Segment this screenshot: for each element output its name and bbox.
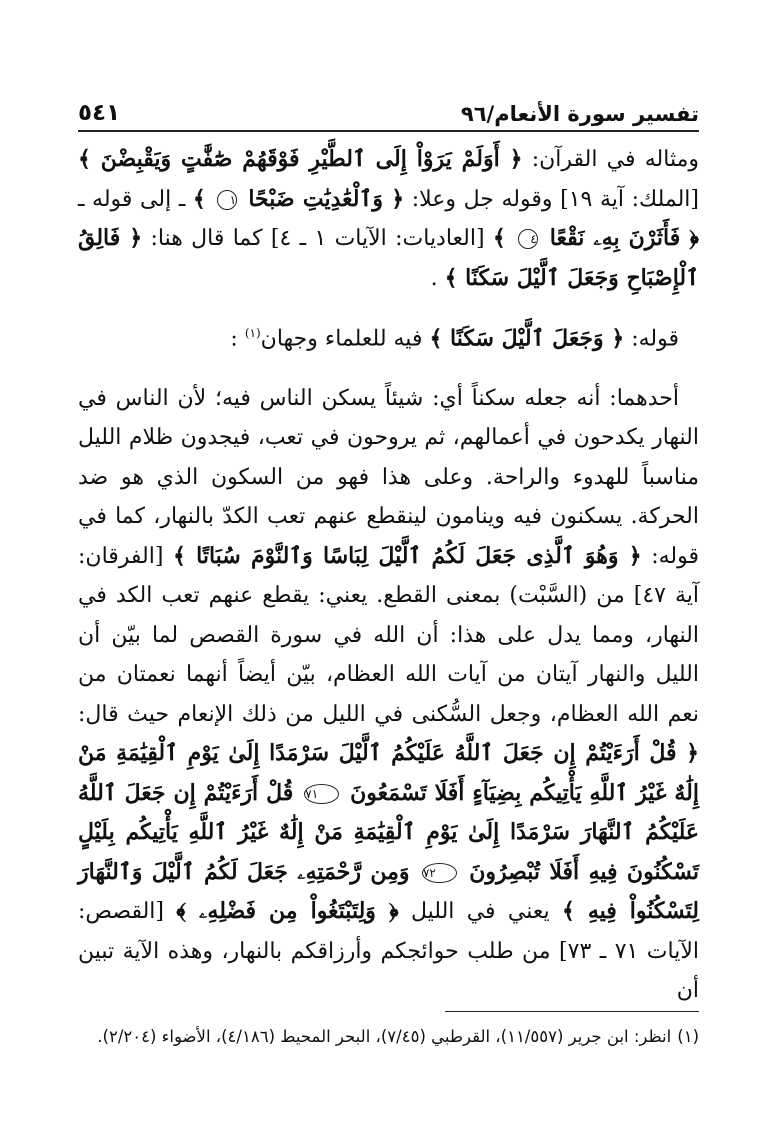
body-text: [العاديات: الآيات ١ ـ ٤] كما قال هنا: xyxy=(142,226,493,251)
quran-verse: ﴿ قُلْ أَرَءَيْتُمْ إِن جَعَلَ ٱللَّهُ عَلَيْكُمُ ٱلَّيْلَ سَرْمَدًا إِلَىٰ يَوْمِ ٱلْقِيَٰمَةِ مَنْ إِلَٰهٌ غَيْرُ ٱللَّهِ يَأْتِيكُم بِضِيَآءٍ أَفَلَا تَسْمَعُونَ xyxy=(78,740,699,806)
body-text: قوله: xyxy=(624,326,679,352)
body-text: [القصص: الآيات ٧١ ـ ٧٣] من طلب حوائجكم وأرزاقكم بالنهار، وهذه الآية تبين أن xyxy=(78,899,699,1004)
ayah-number-marker: ١ xyxy=(217,190,237,210)
page-body xyxy=(78,140,699,1011)
quran-verse: ﴿ وَجَعَلَ ٱلَّيْلَ سَكَنًا ﴾ xyxy=(429,325,625,352)
page-number: ٥٤١ xyxy=(78,100,121,126)
quran-verse: ﴾ xyxy=(192,185,215,212)
paragraph-gap xyxy=(78,359,699,379)
running-header xyxy=(78,92,699,126)
header-rule xyxy=(78,130,699,132)
body-text: فيه للعلماء وجهان xyxy=(260,326,430,352)
paragraph-first-view xyxy=(78,379,699,1011)
body-text: ـ إلى قوله ـ xyxy=(78,186,193,212)
body-text: يعني في الليل xyxy=(398,899,562,925)
header-title: تفسير سورة الأنعام/٩٦ xyxy=(460,102,699,126)
quran-verse: ﴿ وَهُوَ ٱلَّذِى جَعَلَ لَكُمُ ٱلَّيْلَ لِبَاسًا وَٱلنَّوْمَ سُبَاتًا ﴾ xyxy=(173,542,642,569)
footnote xyxy=(78,1022,699,1052)
footnote-reference: (١) xyxy=(244,326,261,340)
quran-verse: ﴿ فَأَثَرْنَ بِهِۦ نَقْعًا xyxy=(540,225,699,251)
footnote-number: (١) xyxy=(677,1027,699,1046)
footnote-rule xyxy=(445,1011,699,1012)
quran-verse: ﴿ فَالِقُ ٱلْإِصْبَاحِ وَجَعَلَ ٱلَّيْلَ سَكَنًا ﴾ xyxy=(78,225,699,291)
quran-verse: وَمِن رَّحْمَتِهِۦ جَعَلَ لَكُمُ ٱلَّيْلَ وَٱلنَّهَارَ لِتَسْكُنُواْ فِيهِ ﴾ xyxy=(78,858,699,925)
body-text: ومثاله في القرآن: xyxy=(522,147,699,172)
quran-verse: ﴿ أَوَلَمْ يَرَوْاْ إِلَى ٱلطَّيْرِ فَوْقَهُمْ صَٰٓفَّٰتٍ وَيَقْبِضْنَ ﴾ xyxy=(78,146,523,172)
quran-verse: قُلْ أَرَءَيْتُمْ إِن جَعَلَ ٱللَّهُ عَلَيْكُمُ ٱلنَّهَارَ سَرْمَدًا إِلَىٰ يَوْمِ ٱلْقِيَٰمَةِ مَنْ إِلَٰهٌ غَيْرُ ٱللَّهِ يَأْتِيكُم بِلَيْلٍ تَسْكُنُونَ فِيهِ أَفَلَا تُبْصِرُونَ xyxy=(78,779,699,885)
footnote-text: انظر: ابن جرير (١١/٥٥٧)، القرطبي (٧/٤٥)، البحر المحيط (٤/١٨٦)، الأضواء (٢/٢٠٤). xyxy=(97,1027,672,1046)
paragraph-gap xyxy=(78,298,699,314)
quran-verse: ﴾ xyxy=(492,225,515,251)
body-text: . xyxy=(430,265,445,291)
ayah-number-marker: ٧١ xyxy=(304,784,339,804)
body-text: [الملك: آية ١٩] وقوله جل وعلا: xyxy=(404,186,699,212)
quran-verse: ﴿ وَٱلْعَٰدِيَٰتِ ضَبْحًا xyxy=(240,185,405,212)
paragraph-verse-heading xyxy=(78,314,699,359)
body-text: [الفرقان: آية ٤٧] من (السَّبْت) بمعنى القطع. يعني: يقطع عنهم تعب الكد في النهار، ومما يدل على هذا: أن الله في سورة القصص لما بيّن أن الليل والنهار آيتان من آيات الله العظام، بيّن أيضاً أنهما نعمتان من نعم الله العظام، وجعل السُّكنى في الليل من ذلك الإنعام حيث قال: xyxy=(78,543,700,727)
body-text: : xyxy=(230,326,245,352)
body-text: أحدهما: أنه جعله سكناً أي: شيئاً يسكن الناس فيه؛ لأن الناس في النهار يكدحون في أعمالهم، ثم يروحون في تعب، فيجدون ظلام الليل مناسباً للهدوء والراحة. وعلى هذا فهو من السكون الذي هو ضد الحركة. يسكنون فيه وينامون لينقطع عنهم تعب الكدّ بالنهار، كما في قوله: xyxy=(78,385,699,569)
ayah-number-marker: ٤ xyxy=(518,229,538,249)
ayah-number-marker: ٧٢ xyxy=(422,863,457,883)
paragraph-example xyxy=(78,140,699,298)
quran-verse: ﴿ وَلِتَبْتَغُواْ مِن فَضْلِهِۦ ﴾ xyxy=(176,898,399,925)
